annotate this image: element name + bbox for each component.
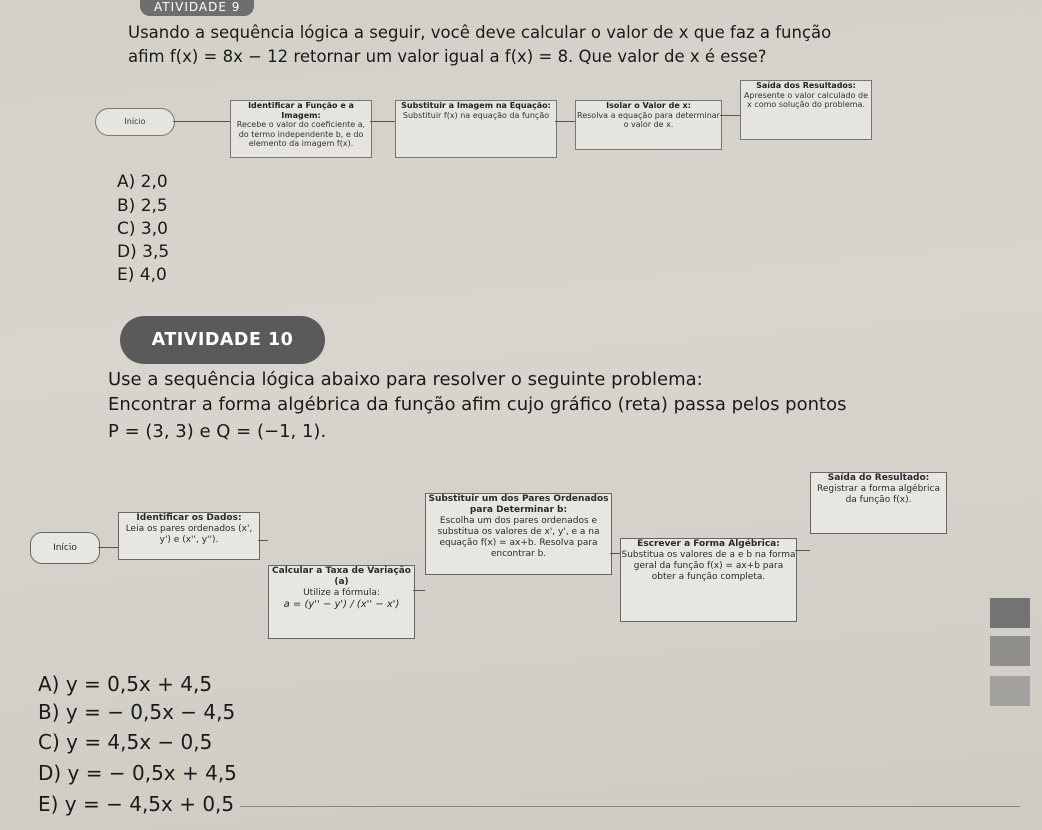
flow9-box1-title: Identificar a Função e a Imagem: xyxy=(248,101,354,120)
bottom-divider xyxy=(240,806,1020,807)
q10-line2: Encontrar a forma algébrica da função afim cujo gráfico (reta) passa pelos pontos xyxy=(108,394,847,415)
flow10-formula: a = (y'' − y') / (x'' − x') xyxy=(283,599,400,610)
decor-square xyxy=(990,598,1030,628)
flow9-box4-title: Saída dos Resultados: xyxy=(756,81,856,90)
q10-option-d[interactable]: D) y = − 0,5x + 4,5 xyxy=(38,761,237,785)
flow9-box4-body: Apresente o valor calculado de x como solução do problema. xyxy=(743,90,868,109)
flow10-arrow-4 xyxy=(610,553,620,554)
flow9-start: Início xyxy=(95,108,175,136)
flow10-arrow-1 xyxy=(98,547,118,548)
flow9-box2-body: Substituir f(x) na equação da função xyxy=(402,110,550,120)
flow9-box2-title: Substituir a Imagem na Equação: xyxy=(401,101,551,110)
flow9-box-output xyxy=(740,80,872,140)
activity-9-badge: ATIVIDADE 9 xyxy=(140,0,254,16)
flow10-box2-body: Utilize a fórmula: xyxy=(303,588,380,598)
flow10-box5-title: Saída do Resultado: xyxy=(827,473,930,483)
q10-option-c[interactable]: C) y = 4,5x − 0,5 xyxy=(38,730,213,754)
flow9-box-substitute xyxy=(395,100,557,158)
flow10-box-identify xyxy=(118,512,260,560)
q10-option-b[interactable]: B) y = − 0,5x − 4,5 xyxy=(38,700,236,724)
q10-option-a[interactable]: A) y = 0,5x + 4,5 xyxy=(38,672,213,696)
flow10-arrow-2 xyxy=(258,540,268,541)
flow10-box3-body: Escolha um dos pares ordenados e substitua os valores de x', y', e a na equação f(x) = ax+b. Resolva para encontrar b. xyxy=(437,516,600,559)
decor-square xyxy=(990,636,1030,666)
q9-line2: afim f(x) = 8x − 12 retornar um valor igual a f(x) = 8. Que valor de x é esse? xyxy=(128,47,767,66)
flow9-box3-body: Resolva a equação para determinar o valor de x. xyxy=(577,110,720,129)
q9-option-a[interactable]: A) 2,0 xyxy=(117,172,168,192)
flow10-box5-body: Registrar a forma algébrica da função f(x). xyxy=(817,484,940,505)
flow10-box-write xyxy=(620,538,797,622)
flow10-arrow-5 xyxy=(795,550,810,551)
q9-option-e[interactable]: E) 4,0 xyxy=(117,265,167,285)
flow9-arrow-3 xyxy=(555,121,575,122)
flow10-box-substitute xyxy=(425,493,612,575)
flow10-box-output xyxy=(810,472,947,534)
flow10-start: Início xyxy=(30,532,100,564)
flow9-arrow-4 xyxy=(720,115,740,116)
q9-line1: Usando a sequência lógica a seguir, você deve calcular o valor de x que faz a função xyxy=(128,23,832,42)
flow9-box1-body: Recebe o valor do coeficiente a, do termo independente b, e do elemento da imagem f(x). xyxy=(236,120,366,148)
flow10-arrow-3 xyxy=(413,590,425,591)
q10-line1: Use a sequência lógica abaixo para resolver o seguinte problema: xyxy=(108,369,703,390)
flow10-box3-title: Substituir um dos Pares Ordenados para Determinar b: xyxy=(428,494,609,515)
flow10-box1-title: Identificar os Dados: xyxy=(136,513,242,523)
q9-option-b[interactable]: B) 2,5 xyxy=(117,196,168,216)
flow9-arrow-2 xyxy=(370,121,395,122)
flow10-box1-body: Leia os pares ordenados (x', y') e (x'', y''). xyxy=(125,524,253,545)
flow10-box2-title: Calcular a Taxa de Variação (a) xyxy=(272,566,411,587)
flow9-box-identify xyxy=(230,100,372,158)
q9-option-d[interactable]: D) 3,5 xyxy=(117,242,170,262)
flow9-box-isolate xyxy=(575,100,722,150)
q9-option-c[interactable]: C) 3,0 xyxy=(117,219,168,239)
activity-10-badge: ATIVIDADE 10 xyxy=(120,316,325,364)
flow10-box-rate xyxy=(268,565,415,639)
flow10-box4-title: Escrever a Forma Algébrica: xyxy=(637,539,780,549)
flow9-arrow-1 xyxy=(173,121,230,122)
decor-square xyxy=(990,676,1030,706)
flow9-box3-title: Isolar o Valor de x: xyxy=(606,101,691,110)
flow10-box4-body: Substitua os valores de a e b na forma geral da função f(x) = ax+b para obter a função completa. xyxy=(621,550,796,582)
q10-option-e[interactable]: E) y = − 4,5x + 0,5 xyxy=(38,792,235,816)
q10-line3: P = (3, 3) e Q = (−1, 1). xyxy=(108,421,327,442)
